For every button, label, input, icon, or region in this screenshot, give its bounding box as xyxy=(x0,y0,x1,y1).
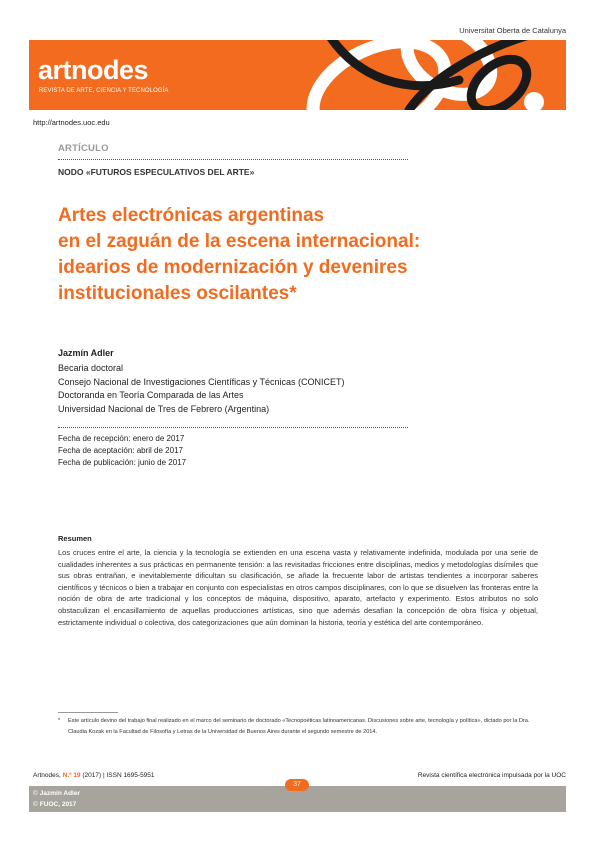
abstract-heading: Resumen xyxy=(58,534,92,543)
node-label: NODO «FUTUROS ESPECULATIVOS DEL ARTE» xyxy=(58,167,255,177)
author-name: Jazmín Adler xyxy=(58,348,114,358)
section-divider xyxy=(58,159,408,160)
abstract-text: Los cruces entre el arte, la ciencia y la tecnología se extienden en una escena vasta y relativamente indefinida, modulada por una serie de cualidades inherentes a sus prácticas en permanente tensión: a las revisitadas fricciones entre disciplinas, medios y metodologías disímiles que sus obras entrañan, e inevitablemente dificultan su clasificación, se añade la frecuente labor de artistas tendientes a incorporar saberes científicos y técnicos o bien a trabajar en conjunto con especialistas en otros campos disciplinares, con lo que se disuelven las fronteras entre la noción de obra de arte tradicional y los conceptos de máquina, dispositivo, aparato, artefacto y experimento. Estos atributos no solo obstaculizan el encasillamiento de aquellas producciones artísticas, sino que además desafían la concepción de obra física y objetual, estrictamente individual o colectiva, dos categorizaciones que aún dominan la historia, teoría y estética del arte contemporáneo. xyxy=(58,548,538,627)
title-line: Artes electrónicas argentinas xyxy=(58,205,325,226)
date-published: Fecha de publicación: junio de 2017 xyxy=(58,458,187,467)
copyright-org xyxy=(33,801,76,808)
date-received: Fecha de recepción: enero de 2017 xyxy=(58,434,185,443)
footnote-rule xyxy=(58,712,118,713)
footnote xyxy=(58,716,538,737)
copyright-icon: © xyxy=(33,801,38,808)
title-line: en el zaguán de la escena internacional: xyxy=(58,231,421,252)
institution-name: Universitat Oberta de Catalunya xyxy=(459,26,566,35)
author-divider xyxy=(58,427,408,428)
title-line: idearios de modernización y devenires xyxy=(58,257,408,278)
footer-issn: (2017) | ISSN 1695-5951 xyxy=(82,772,155,779)
affiliation-line: Consejo Nacional de Investigaciones Científicas y Técnicas (CONICET) xyxy=(58,376,345,387)
title-line: institucionales oscilantes* xyxy=(58,283,297,304)
page-number: 37 xyxy=(285,779,309,791)
footer-citation xyxy=(33,772,155,779)
journal-banner xyxy=(29,40,566,110)
copyright-org-name: FUOC, 2017 xyxy=(39,801,77,808)
affiliation-line: Doctoranda en Teoría Comparada de las Artes xyxy=(58,390,244,400)
copyright-author xyxy=(33,790,80,797)
journal-logo: artnodes xyxy=(38,55,149,85)
author-affiliation xyxy=(58,362,344,416)
affiliation-line: Becaria doctoral xyxy=(58,363,124,373)
date-accepted: Fecha de aceptación: abril de 2017 xyxy=(58,446,183,455)
copyright-icon: © xyxy=(33,790,38,797)
journal-tagline: REVISTA DE ARTE, CIENCIA Y TECNOLOGÍA xyxy=(39,88,169,94)
journal-url[interactable]: http://artnodes.uoc.edu xyxy=(33,118,110,127)
footer-journal: Artnodes, xyxy=(33,772,61,779)
article-title xyxy=(58,203,538,307)
article-dates xyxy=(58,433,186,469)
footer-issue: N.º 19 xyxy=(62,772,81,779)
copyright-author-name: Jazmín Adler xyxy=(39,790,81,797)
footnote-marker: * xyxy=(58,718,61,724)
footer-uoc-note: Revista científica electrónica impulsada por la UOC xyxy=(417,772,566,779)
footnote-text: Este artículo devino del trabajo final realizado en el marco del seminario de doctorado «Tecnopoéticas latinoamericanas. Discusiones sobre arte, tecnología y política», dictado por la Dra. Claudia Kozak en la Facultad de Filosofía y Letras de la Universidad de Buenos Aires durante el segundo semestre de 2014. xyxy=(68,718,530,735)
affiliation-line: Universidad Nacional de Tres de Febrero (Argentina) xyxy=(58,403,270,414)
section-label: ARTÍCULO xyxy=(58,143,109,154)
